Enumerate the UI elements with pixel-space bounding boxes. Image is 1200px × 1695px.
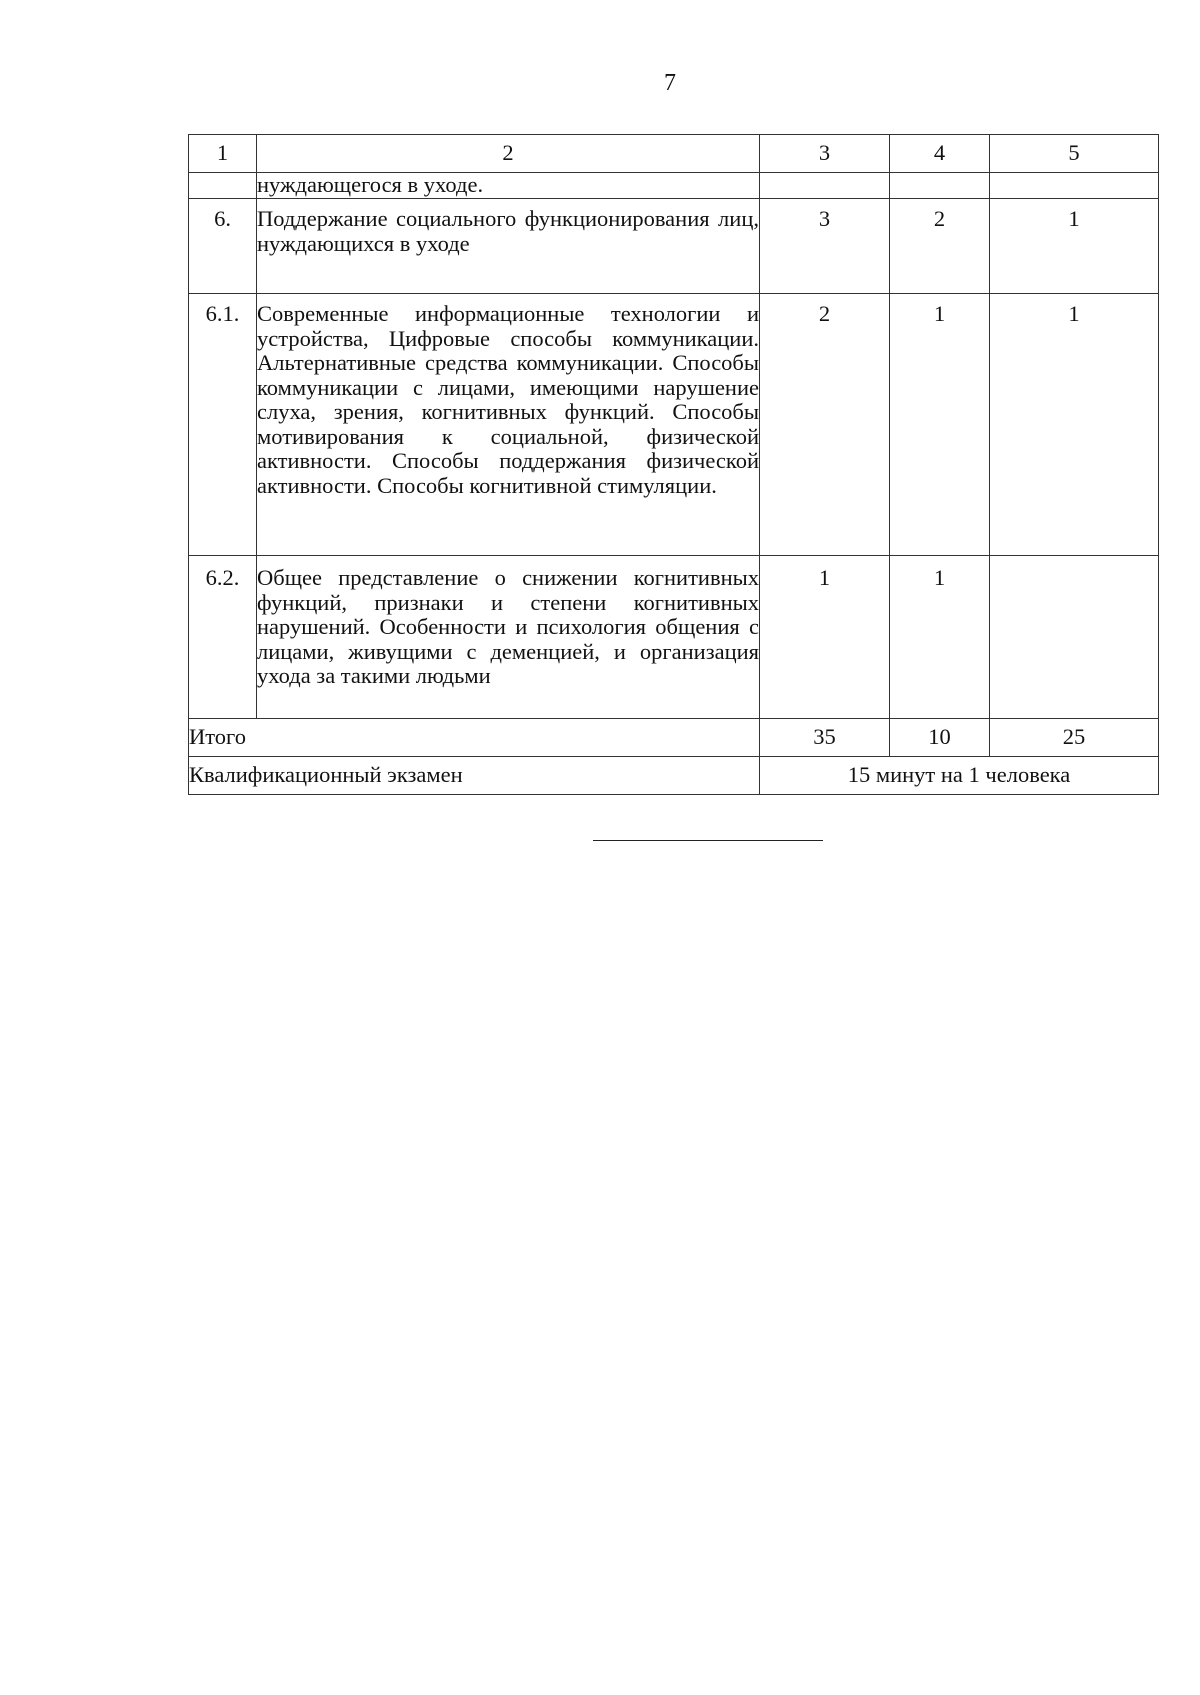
exam-value: 15 минут на 1 человека (760, 757, 1159, 795)
cell-col4: 1 (890, 294, 990, 556)
cell-topic: Поддержание социального функционирования лиц, нуждающихся в уходе (257, 199, 760, 294)
table-row-continuation (189, 173, 1159, 199)
table-row (189, 199, 1159, 294)
table-row (189, 294, 1159, 556)
cell-topic: Современные информационные технологии и устройства, Цифровые способы коммуникации. Альтернативные средства коммуникации. Способы коммуникации с лицами, имеющими нарушение слуха, зрения, когнитивных функций. Способы мотивирования к социальной, физической активности. Способы поддержания физической активности. Способы когнитивной стимуляции. (257, 294, 760, 556)
total-col4: 10 (890, 719, 990, 757)
cell-col3: 1 (760, 556, 890, 719)
cell-col5: 1 (990, 199, 1159, 294)
cell-num: 6.2. (189, 556, 257, 719)
cell-col5 (990, 556, 1159, 719)
header-col-1: 1 (189, 135, 257, 173)
cell-topic: Общее представление о снижении когнитивных функций, признаки и степени когнитивных нарушений. Особенности и психология общения с лицами, живущими с деменцией, и организация ухода за такими людьми (257, 556, 760, 719)
cell-col4: 1 (890, 556, 990, 719)
cell-col5 (990, 173, 1159, 199)
cell-col4 (890, 173, 990, 199)
curriculum-table (188, 134, 1159, 795)
total-col5: 25 (990, 719, 1159, 757)
table-row-total (189, 719, 1159, 757)
cell-continuation-text: нуждающегося в уходе. (257, 173, 760, 199)
page-number: 7 (664, 70, 676, 96)
end-divider-line (593, 840, 823, 841)
header-col-5: 5 (990, 135, 1159, 173)
header-col-2: 2 (257, 135, 760, 173)
exam-label: Квалификационный экзамен (189, 757, 760, 795)
table-header-row (189, 135, 1159, 173)
cell-num: 6.1. (189, 294, 257, 556)
cell-num: 6. (189, 199, 257, 294)
table-row-exam (189, 757, 1159, 795)
cell-col3 (760, 173, 890, 199)
total-col3: 35 (760, 719, 890, 757)
cell-col3: 3 (760, 199, 890, 294)
header-col-3: 3 (760, 135, 890, 173)
table-row (189, 556, 1159, 719)
cell-num (189, 173, 257, 199)
cell-col4: 2 (890, 199, 990, 294)
cell-col3: 2 (760, 294, 890, 556)
cell-col5: 1 (990, 294, 1159, 556)
header-col-4: 4 (890, 135, 990, 173)
total-label: Итого (189, 719, 760, 757)
